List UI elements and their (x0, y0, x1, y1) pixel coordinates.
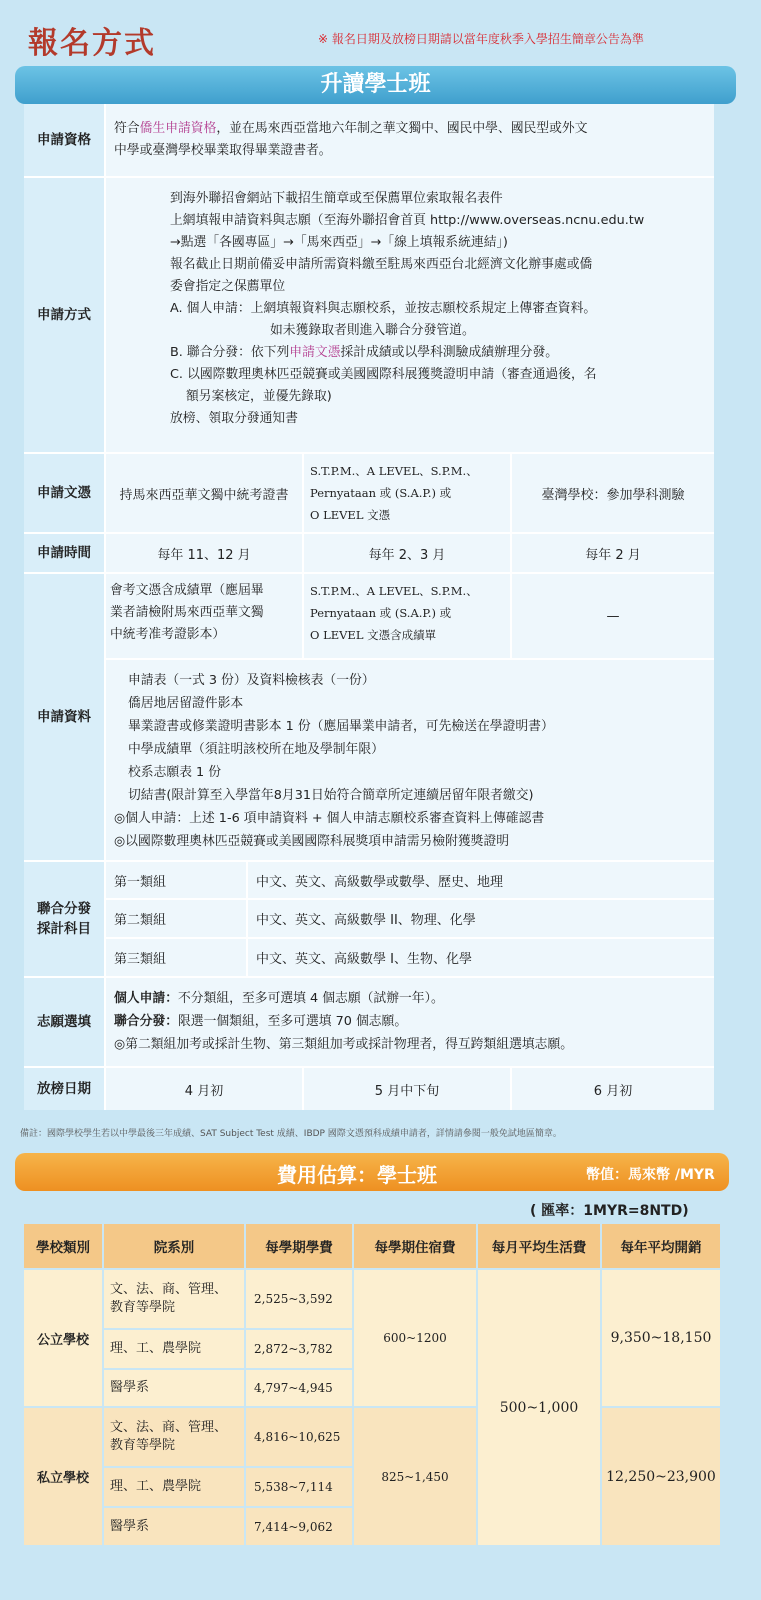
fee-header-tuition: 每學期學費 (246, 1224, 352, 1268)
fee-header-department: 院系別 (104, 1224, 244, 1268)
label-results: 放榜日期 (24, 1068, 104, 1110)
fee-private-tuition-2: 5,538~7,114 (246, 1468, 352, 1506)
exchange-rate: ( 匯率：1MYR=8NTD) (530, 1203, 689, 1219)
fee-header-annual: 每年平均開銷 (602, 1224, 720, 1268)
fee-header-housing: 每學期住宿費 (354, 1224, 476, 1268)
fee-public-housing: 600~1200 (354, 1270, 476, 1406)
row-subjects (24, 862, 714, 976)
row-time (24, 534, 714, 572)
method-step-2b: →點選「各國專區」→「馬來西亞」→「線上填報系統連結」) (170, 235, 508, 250)
fee-private-tuition-1: 4,816~10,625 (246, 1408, 352, 1466)
currency-label: 幣值：馬來幣 /MYR (586, 1167, 715, 1183)
diploma-col-3: 臺灣學校：參加學科測驗 (512, 454, 714, 532)
date-notice: ※ 報名日期及放榜日期請以當年度秋季入學招生簡章公告為準 (318, 32, 644, 46)
fee-header-living: 每月平均生活費 (478, 1224, 600, 1268)
document-item-3: 畢業證書或修業證明書影本 1 份（應屆畢業申請者，可先檢送在學證明書） (128, 719, 554, 734)
documents-col-1: 會考文憑含成績單（應屆畢 業者請檢附馬來西亞華文獨 中統考准考證影本） (106, 574, 302, 658)
method-step-2: 上網填報申請資料與志願（至海外聯招會首頁 http://www.overseas.ncnu.edu.tw (170, 213, 645, 228)
group-1-name: 第一類組 (106, 862, 246, 898)
row-choice (24, 978, 714, 1066)
document-note-2: ◎以國際數理奧林匹亞競賽或美國國際科展獎項申請需另檢附獲獎證明 (114, 834, 510, 849)
fee-private-cat-3: 醫學系 (104, 1508, 244, 1545)
results-col-1: 4 月初 (106, 1068, 302, 1110)
row-documents (24, 574, 714, 860)
diploma-col-2: S.T.P.M.、A LEVEL、S.P.M.、 Pernyataan 或 (S.A.P.) 或 O LEVEL 文憑 (304, 454, 510, 532)
row-diploma (24, 454, 714, 532)
row-qualification (24, 104, 714, 176)
group-3-subjects: 中文、英文、高級數學 I、生物、化學 (248, 939, 714, 976)
document-item-6: 切結書(限計算至入學當年8月31日始符合簡章所定連續居留年限者繳交) (128, 788, 534, 803)
fee-public-label: 公立學校 (24, 1270, 102, 1406)
fees-title: 費用估算：學士班 (277, 1163, 437, 1187)
document-item-5: 校系志願表 1 份 (128, 765, 222, 780)
page-title: 報名方式 (28, 26, 156, 61)
label-method: 申請方式 (24, 178, 104, 452)
label-subjects: 聯合分發 採計科目 (24, 862, 104, 976)
fee-header-school-type: 學校類別 (24, 1224, 102, 1268)
footnote: 備註：國際學校學生若以中學最後三年成績、SAT Subject Test 成績、IBDP 國際文憑預科成績申請者，詳情請參閱一般免試地區簡章。 (20, 1129, 562, 1139)
fee-private-housing: 825~1,450 (354, 1408, 476, 1545)
fee-public-cat-3: 醫學系 (104, 1370, 244, 1406)
label-choice: 志願選填 (24, 978, 104, 1066)
method-highlight: 申請文憑 (289, 345, 341, 360)
group-2-subjects: 中文、英文、高級數學 II、物理、化學 (248, 900, 714, 937)
row-method (24, 178, 714, 452)
label-diploma: 申請文憑 (24, 454, 104, 532)
fee-living-cost: 500~1,000 (478, 1270, 600, 1545)
group-2-name: 第二類組 (106, 900, 246, 937)
label-documents: 申請資料 (24, 574, 104, 860)
label-qualification: 申請資格 (24, 104, 104, 176)
fee-private-annual: 12,250~23,900 (602, 1408, 720, 1545)
document-note-1: ◎個人申請：上述 1-6 項申請資料 + 個人申請志願校系審查資料上傳確認書 (114, 811, 545, 826)
fee-public-cat-2: 理、工、農學院 (104, 1330, 244, 1368)
label-time: 申請時間 (24, 534, 104, 572)
fee-public-tuition-2: 2,872~3,782 (246, 1330, 352, 1368)
row-results (24, 1068, 714, 1110)
fee-private-tuition-3: 7,414~9,062 (246, 1508, 352, 1545)
method-body (106, 178, 714, 452)
fee-public-cat-1: 文、法、商、管理、 教育等學院 (104, 1270, 244, 1328)
qualification-body (106, 104, 714, 176)
choice-individual: 個人申請：不分類組，至多可選填 4 個志願（試辦一年）。 (114, 991, 444, 1006)
qualification-highlight: 僑生申請資格 (139, 121, 217, 136)
choice-joint: 聯合分發：限選一個類組，至多可選填 70 個志願。 (114, 1014, 408, 1029)
admission-table (24, 104, 714, 1110)
time-col-3: 每年 2 月 (512, 534, 714, 572)
document-item-2: 僑居地居留證件影本 (128, 696, 244, 711)
fee-public-tuition-3: 4,797~4,945 (246, 1370, 352, 1406)
choice-body (106, 978, 714, 1066)
fee-table (24, 1224, 720, 1545)
fee-private-label: 私立學校 (24, 1408, 102, 1545)
document-item-1: 申請表（一式 3 份）及資料檢核表（一份） (128, 673, 375, 688)
method-option-a2: 如未獲錄取者則進入聯合分發管道。 (270, 323, 475, 338)
documents-col-2: S.T.P.M.、A LEVEL、S.P.M.、 Pernyataan 或 (S.A.P.) 或 O LEVEL 文憑含成績單 (304, 574, 510, 658)
choice-note: ◎第二類組加考或採計生物、第三類組加考或採計物理者，得互跨類組選填志願。 (114, 1037, 574, 1052)
method-step-1: 到海外聯招會網站下載招生簡章或至保薦單位索取報名表件 (170, 191, 503, 206)
method-step-3b: 委會指定之保薦單位 (170, 279, 286, 294)
fee-public-annual: 9,350~18,150 (602, 1270, 720, 1406)
fee-private-cat-1: 文、法、商、管理、 教育等學院 (104, 1408, 244, 1466)
method-step-3: 報名截止日期前備妥申請所需資料繳至駐馬來西亞台北經濟文化辦事處或僑 (170, 257, 593, 272)
results-col-3: 6 月初 (512, 1068, 714, 1110)
fee-public-tuition-1: 2,525~3,592 (246, 1270, 352, 1328)
section-banner-fees (15, 1153, 729, 1191)
documents-col-3: — (512, 574, 714, 658)
qualification-line-1: 符合僑生申請資格，並在馬來西亞當地六年制之華文獨中、國民中學、國民型或外文 (114, 121, 588, 136)
time-col-1: 每年 11、12 月 (106, 534, 302, 572)
time-col-2: 每年 2、3 月 (304, 534, 510, 572)
group-1-subjects: 中文、英文、高級數學或數學、歷史、地理 (248, 862, 714, 898)
qualification-line-2: 中學或臺灣學校畢業取得畢業證書者。 (114, 143, 332, 158)
diploma-col-1: 持馬來西亞華文獨中統考證書 (106, 454, 302, 532)
fee-private-cat-2: 理、工、農學院 (104, 1468, 244, 1506)
results-col-2: 5 月中下旬 (304, 1068, 510, 1110)
documents-list (106, 660, 714, 860)
method-option-a: A. 個人申請：上網填報資料與志願校系，並按志願校系規定上傳審查資料。 (170, 301, 597, 316)
method-option-c: C. 以國際數理奧林匹亞競賽或美國國際科展獲獎證明申請（審查通過後，名 (170, 367, 597, 382)
group-3-name: 第三類組 (106, 939, 246, 976)
document-item-4: 中學成績單（須註明該校所在地及學制年限） (128, 742, 384, 757)
section-banner-bachelor: 升讀學士班 (15, 66, 736, 104)
method-step-4: 放榜、領取分發通知書 (170, 411, 298, 426)
method-option-c2: 額另案核定，並優先錄取) (186, 389, 332, 404)
method-option-b: B. 聯合分發：依下列申請文憑採計成績或以學科測驗成績辦理分發。 (170, 345, 559, 360)
